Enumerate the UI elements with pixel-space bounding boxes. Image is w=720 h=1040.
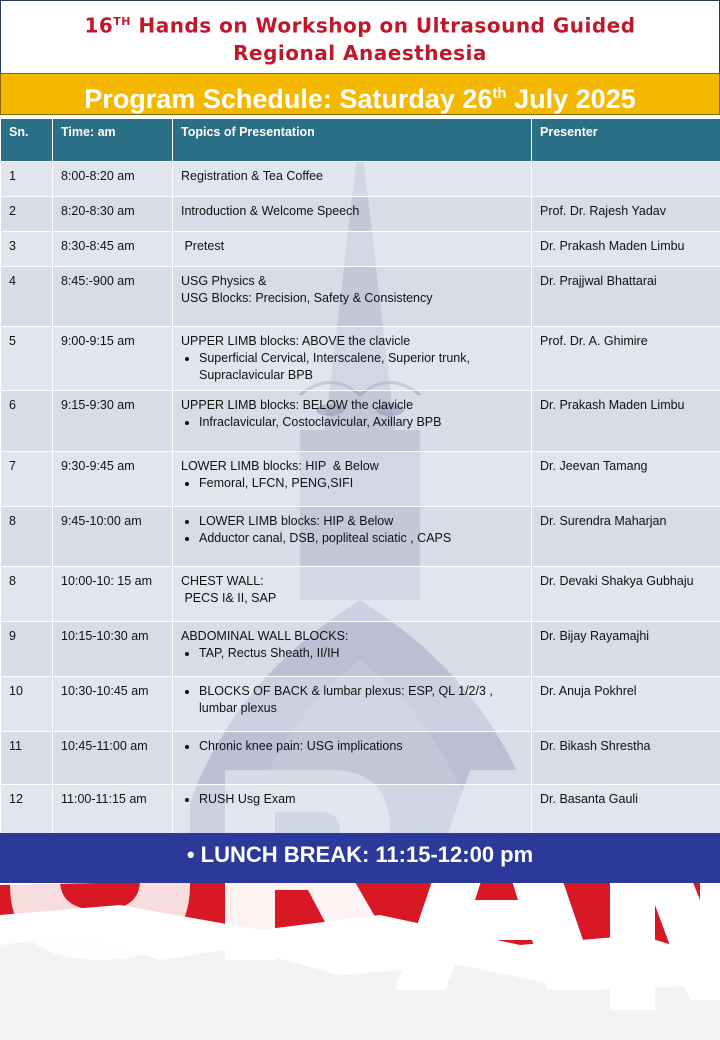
cell-presenter: Dr. Prakash Maden Limbu — [532, 391, 720, 452]
cell-time: 10:00-10: 15 am — [53, 567, 173, 622]
topic-bullet-list — [181, 645, 523, 662]
table-row — [1, 197, 720, 232]
table-row — [1, 732, 720, 785]
topic-title: ABDOMINAL WALL BLOCKS: — [181, 629, 349, 643]
cell-sn: 1 — [1, 162, 53, 197]
table-header-row — [1, 119, 720, 162]
cell-time: 8:00-8:20 am — [53, 162, 173, 197]
schedule-table — [0, 118, 720, 838]
cell-topic — [173, 162, 532, 197]
topic-bullet-list — [181, 791, 523, 808]
cell-topic — [173, 567, 532, 622]
topic-title: Introduction & Welcome Speech — [181, 204, 360, 218]
table-row — [1, 785, 720, 838]
schedule-date-banner — [0, 73, 720, 115]
cell-sn: 3 — [1, 232, 53, 267]
title-line-1 — [1, 10, 719, 38]
cell-sn: 11 — [1, 732, 53, 785]
topic-bullet: • Chronic knee pain: USG implications — [199, 738, 523, 755]
cell-time: 9:15-9:30 am — [53, 391, 173, 452]
cell-presenter — [532, 162, 720, 197]
title-line-2: Regional Anaesthesia — [233, 41, 487, 65]
workshop-title — [0, 0, 720, 74]
column-header-presenter: Presenter — [532, 119, 720, 162]
topic-bullet-list — [181, 513, 523, 547]
cell-presenter: Dr. Devaki Shakya Gubhaju — [532, 567, 720, 622]
cell-time: 8:20-8:30 am — [53, 197, 173, 232]
topic-title: UPPER LIMB blocks: BELOW the clavicle — [181, 398, 414, 412]
cell-time: 11:00-11:15 am — [53, 785, 173, 838]
cell-time: 9:00-9:15 am — [53, 327, 173, 391]
title-superscript: TH — [113, 15, 131, 28]
cell-presenter: Dr. Bijay Rayamajhi — [532, 622, 720, 677]
cell-time: 8:45:-900 am — [53, 267, 173, 327]
cell-topic — [173, 677, 532, 732]
title-number: 16 — [84, 13, 114, 38]
table-row — [1, 232, 720, 267]
cell-time: 9:30-9:45 am — [53, 452, 173, 507]
table-row — [1, 622, 720, 677]
cell-sn: 5 — [1, 327, 53, 391]
cell-topic — [173, 507, 532, 567]
cell-sn: 10 — [1, 677, 53, 732]
table-row — [1, 677, 720, 732]
topic-bullet: • TAP, Rectus Sheath, II/IH — [199, 645, 523, 662]
cell-topic — [173, 197, 532, 232]
cell-presenter: Dr. Prakash Maden Limbu — [532, 232, 720, 267]
column-header-sn: Sn. — [1, 119, 53, 162]
table-row — [1, 267, 720, 327]
table-row — [1, 391, 720, 452]
cell-sn: 8 — [1, 507, 53, 567]
table-row — [1, 162, 720, 197]
topic-title: CHEST WALL: — [181, 574, 264, 588]
cell-presenter: Dr. Bikash Shrestha — [532, 732, 720, 785]
topic-subtitle: USG Blocks: Precision, Safety & Consistency — [181, 291, 433, 305]
cell-presenter: Dr. Jeevan Tamang — [532, 452, 720, 507]
lunch-break-text: • LUNCH BREAK: 11:15-12:00 pm — [186, 842, 534, 867]
cell-time: 9:45-10:00 am — [53, 507, 173, 567]
lunch-break-bar — [0, 833, 720, 883]
cell-sn: 7 — [1, 452, 53, 507]
cell-presenter: Prof. Dr. A. Ghimire — [532, 327, 720, 391]
cell-sn: 9 — [1, 622, 53, 677]
cell-sn: 2 — [1, 197, 53, 232]
table-row — [1, 507, 720, 567]
topic-bullet-list — [181, 683, 523, 717]
cell-topic — [173, 391, 532, 452]
table-row — [1, 327, 720, 391]
cell-time: 10:45-11:00 am — [53, 732, 173, 785]
column-header-time: Time: am — [53, 119, 173, 162]
table-row — [1, 452, 720, 507]
banner-superscript: th — [492, 85, 507, 102]
topic-bullet: • RUSH Usg Exam — [199, 791, 523, 808]
cell-topic — [173, 785, 532, 838]
cell-topic — [173, 622, 532, 677]
banner-text-end: July 2025 — [506, 84, 636, 114]
topic-bullet: • Infraclavicular, Costoclavicular, Axillary BPB — [199, 414, 523, 431]
topic-title: Registration & Tea Coffee — [181, 169, 323, 183]
banner-text: Program Schedule: Saturday 26 — [84, 84, 493, 114]
cell-presenter: Dr. Basanta Gauli — [532, 785, 720, 838]
cell-sn: 8 — [1, 567, 53, 622]
cell-sn: 12 — [1, 785, 53, 838]
topic-title: Pretest — [181, 239, 225, 253]
topic-title: USG Physics & — [181, 274, 267, 288]
cell-time: 8:30-8:45 am — [53, 232, 173, 267]
cell-time: 10:15-10:30 am — [53, 622, 173, 677]
cell-sn: 4 — [1, 267, 53, 327]
topic-bullet-list — [181, 350, 523, 384]
topic-bullet: • Femoral, LFCN, PENG,SIFI — [199, 475, 523, 492]
cell-presenter: Dr. Anuja Pokhrel — [532, 677, 720, 732]
topic-bullet: • Superficial Cervical, Interscalene, Superior trunk, Supraclavicular BPB — [199, 350, 523, 384]
topic-bullet-list — [181, 738, 523, 755]
column-header-topic: Topics of Presentation — [173, 119, 532, 162]
cell-sn: 6 — [1, 391, 53, 452]
cell-topic — [173, 232, 532, 267]
cell-topic — [173, 732, 532, 785]
cell-presenter: Dr. Surendra Maharjan — [532, 507, 720, 567]
topic-bullet-list — [181, 475, 523, 492]
cell-topic — [173, 267, 532, 327]
schedule-rows — [1, 162, 720, 838]
table-row — [1, 567, 720, 622]
topic-bullet: • Adductor canal, DSB, popliteal sciatic , CAPS — [199, 530, 523, 547]
topic-bullet-list — [181, 414, 523, 431]
topic-bullet: • BLOCKS OF BACK & lumbar plexus: ESP, QL 1/2/3 , lumbar plexus — [199, 683, 523, 717]
topic-bullet: • LOWER LIMB blocks: HIP & Below — [199, 513, 523, 530]
topic-subtitle: PECS I& II, SAP — [181, 591, 277, 605]
title-rest: Hands on Workshop on Ultrasound Guided — [131, 13, 636, 38]
cell-presenter: Prof. Dr. Rajesh Yadav — [532, 197, 720, 232]
cell-topic — [173, 327, 532, 391]
cell-time: 10:30-10:45 am — [53, 677, 173, 732]
topic-title: LOWER LIMB blocks: HIP & Below — [181, 459, 379, 473]
cell-topic — [173, 452, 532, 507]
topic-title: UPPER LIMB blocks: ABOVE the clavicle — [181, 334, 411, 348]
cell-presenter: Dr. Prajjwal Bhattarai — [532, 267, 720, 327]
